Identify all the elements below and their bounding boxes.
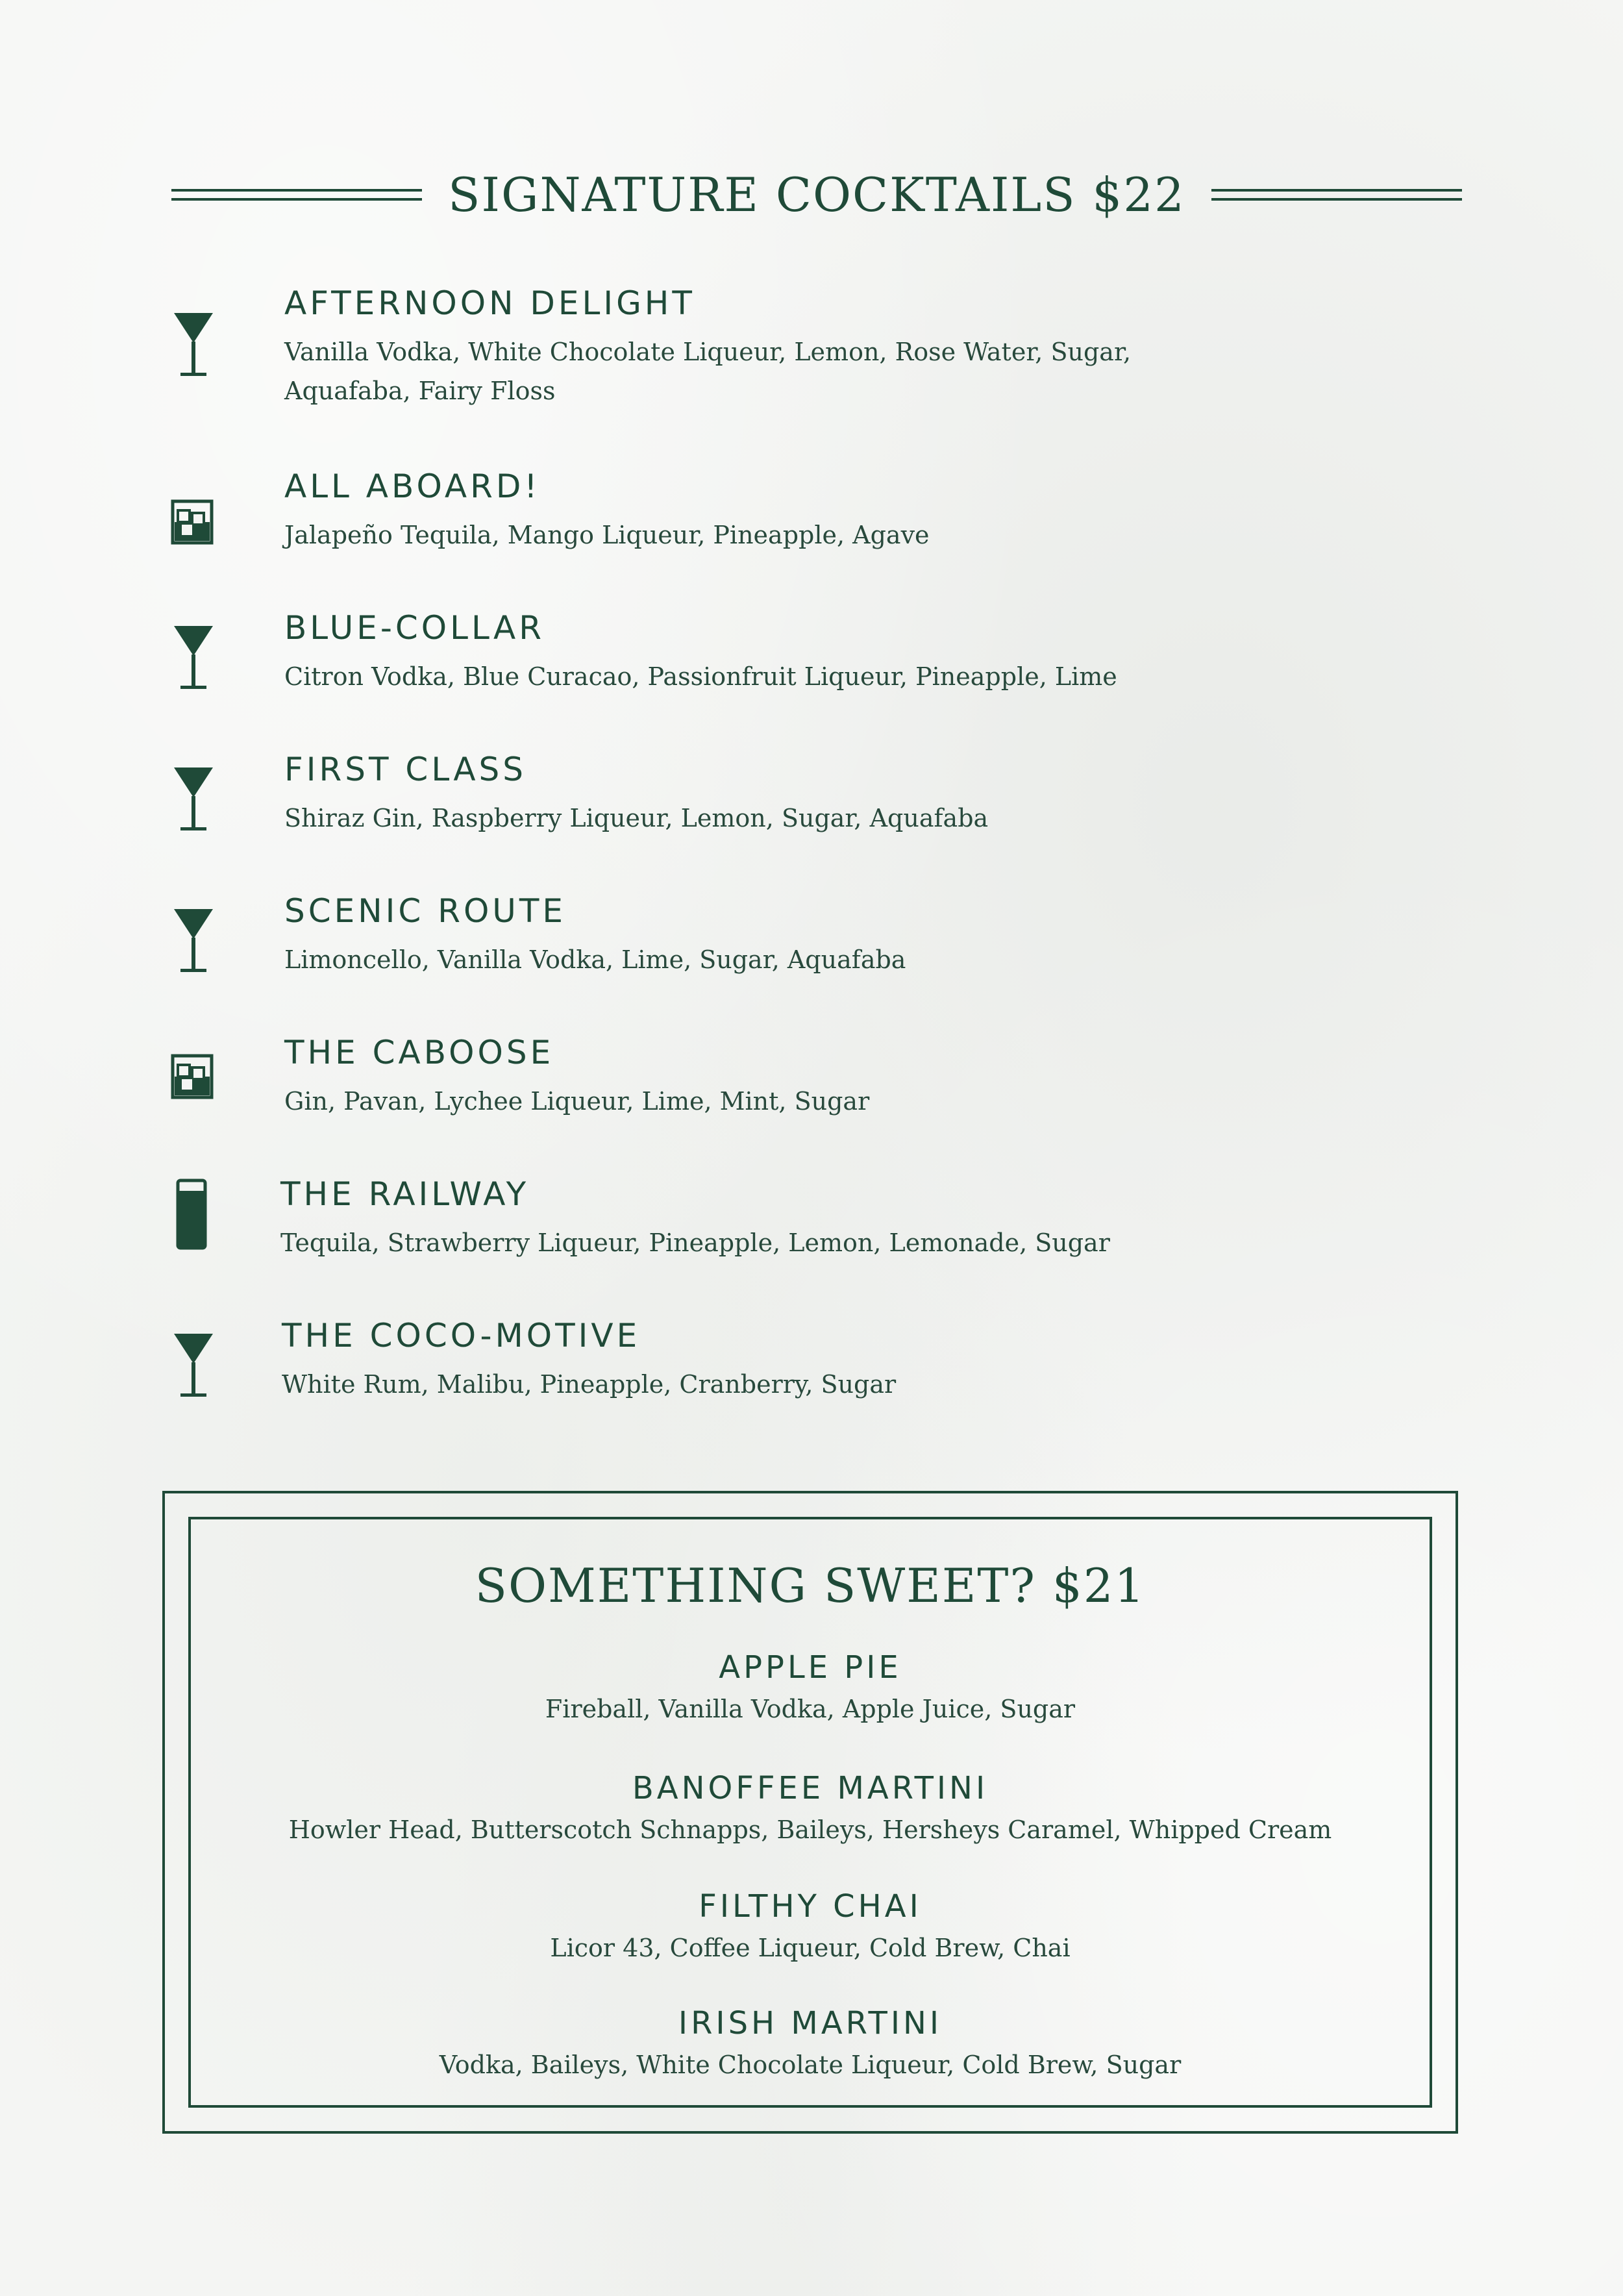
martini-glass-icon [167,308,219,379]
rocks-glass-icon [167,1042,219,1113]
sweet-section-frame [162,1491,1458,2134]
signature-title: SIGNATURE COCKTAILS $22 [448,168,1185,222]
martini-glass-icon [167,621,219,692]
sweet-item-ingredients: Fireball, Vanilla Vodka, Apple Juice, Sugar [545,1695,1076,1723]
sweet-item-ingredients: Howler Head, Butterscotch Schnapps, Baileys, Hersheys Caramel, Whipped Cream [288,1816,1332,1844]
cocktail-name: THE RAILWAY [280,1175,530,1213]
cocktail-name: ALL ABOARD! [284,468,541,505]
martini-glass-icon [167,1329,219,1400]
sweet-item-banoffee-martini [191,1770,1430,1844]
martini-glass-icon [167,904,219,975]
double-rule-right [1211,189,1462,201]
cocktail-ingredients: Limoncello, Vanilla Vodka, Lime, Sugar, Aquafaba [284,945,906,974]
cocktail-ingredients: Shiraz Gin, Raspberry Liqueur, Lemon, Sugar, Aquafaba [284,804,989,832]
cocktail-ingredients: Tequila, Strawberry Liqueur, Pineapple, Lemon, Lemonade, Sugar [280,1229,1110,1257]
sweet-item-irish-martini [191,2005,1430,2079]
sweet-title: SOMETHING SWEET? $21 [475,1558,1146,1613]
cocktail-name: SCENIC ROUTE [284,892,567,930]
sweet-item-ingredients: Vodka, Baileys, White Chocolate Liqueur, Cold Brew, Sugar [439,2051,1182,2079]
cocktail-name: FIRST CLASS [284,751,527,788]
cocktail-ingredients: Jalapeño Tequila, Mango Liqueur, Pineapple, Agave [284,521,930,549]
highball-glass-icon [167,1173,219,1244]
sweet-item-name: IRISH MARTINI [678,2005,943,2041]
cocktail-name: BLUE-COLLAR [284,609,545,647]
sweet-item-apple-pie [191,1649,1430,1723]
cocktail-name: THE CABOOSE [284,1034,554,1071]
martini-glass-icon [167,762,219,834]
double-rule-left [171,189,422,201]
sweet-item-name: FILTHY CHAI [699,1888,922,1925]
cocktail-ingredients: Vanilla Vodka, White Chocolate Liqueur, Lemon, Rose Water, Sugar, Aquafaba, Fairy Floss [284,338,1132,405]
sweet-item-name: BANOFFEE MARTINI [632,1770,989,1806]
rocks-glass-icon [167,487,219,558]
cocktail-ingredients: White Rum, Malibu, Pineapple, Cranberry, Sugar [282,1370,897,1399]
cocktail-ingredients: Citron Vodka, Blue Curacao, Passionfruit Liqueur, Pineapple, Lime [284,662,1117,691]
sweet-item-filthy-chai [191,1888,1430,1962]
sweet-section-inner-frame [188,1517,1432,2108]
signature-header [171,162,1462,227]
sweet-item-name: APPLE PIE [719,1649,902,1686]
cocktail-name: THE COCO-MOTIVE [282,1317,641,1354]
cocktail-name: AFTERNOON DELIGHT [284,284,695,322]
sweet-item-ingredients: Licor 43, Coffee Liqueur, Cold Brew, Chai [550,1934,1071,1962]
cocktail-ingredients: Gin, Pavan, Lychee Liqueur, Lime, Mint, Sugar [284,1087,870,1116]
